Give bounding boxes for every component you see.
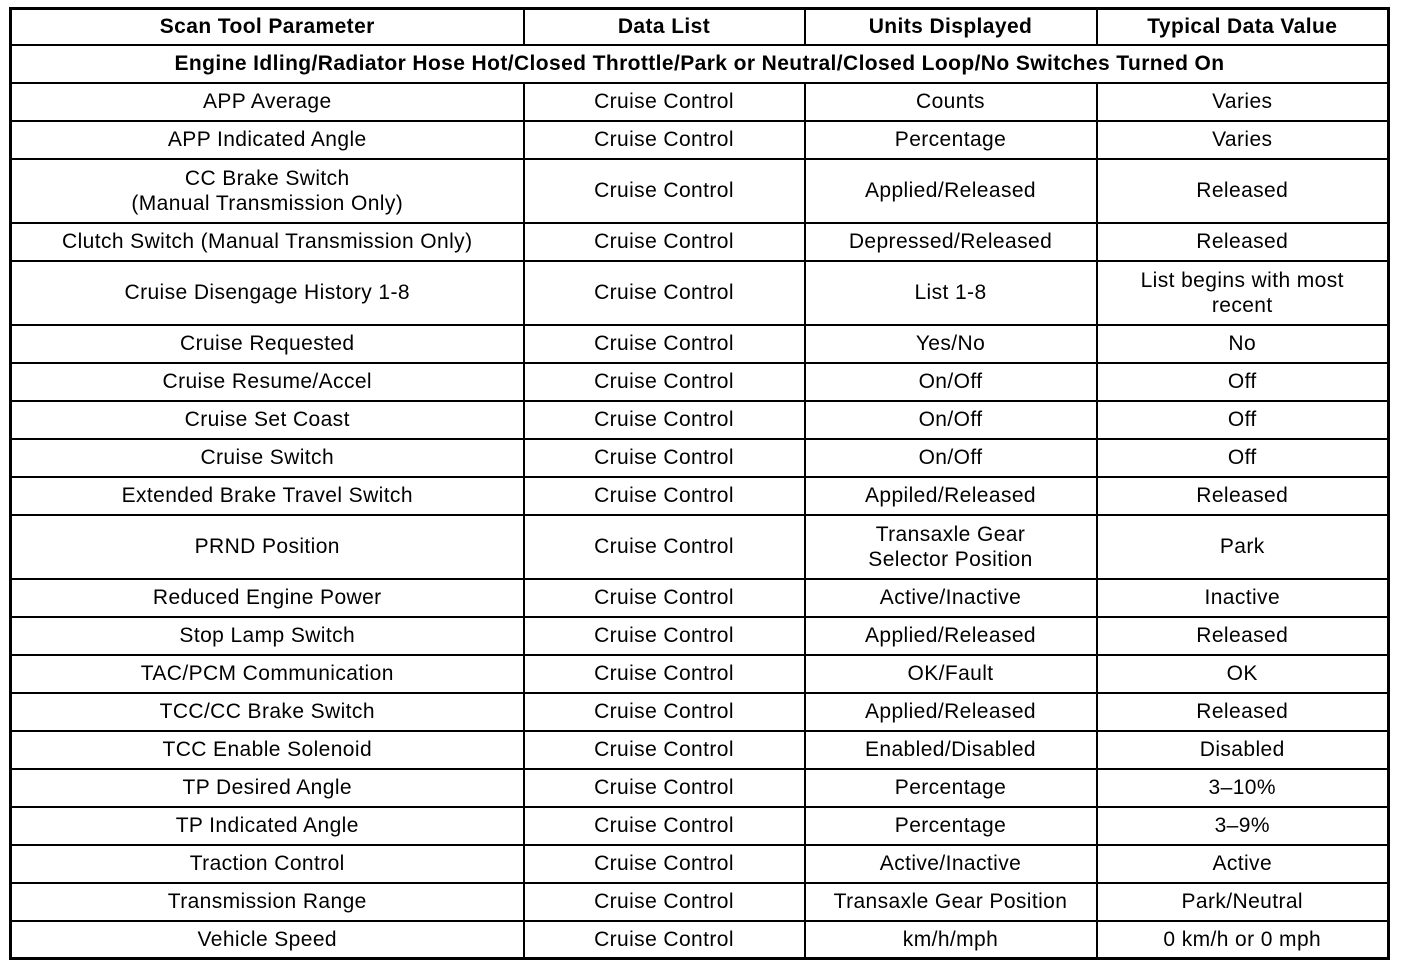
cell-parameter: [11, 401, 524, 439]
header-data-list: Data List: [524, 9, 805, 45]
cell-typical-value: [1097, 325, 1389, 363]
cell-units-line: Yes/No: [915, 332, 986, 355]
table-row: [11, 477, 1389, 515]
cell-typical-value: [1097, 807, 1389, 845]
cell-typical-value-line: recent: [1211, 293, 1273, 317]
table-row: [11, 655, 1389, 693]
cell-typical-value: [1097, 515, 1389, 579]
cell-typical-value: [1097, 693, 1389, 731]
cell-parameter-line: TCC Enable Solenoid: [162, 738, 373, 761]
cell-data-list: Cruise Control: [524, 121, 805, 159]
cell-typical-value: [1097, 477, 1389, 515]
table-row: [11, 261, 1389, 325]
cell-units-line: On/Off: [918, 446, 983, 469]
cell-parameter: [11, 159, 524, 223]
cell-typical-value: [1097, 579, 1389, 617]
table-row: [11, 921, 1389, 959]
cell-units-line: Transaxle Gear Position: [833, 890, 1068, 913]
cell-units-line: Counts: [916, 90, 985, 113]
cell-units: [805, 655, 1097, 693]
cell-units-line: Active/Inactive: [879, 852, 1022, 875]
cell-typical-value-line: Released: [1196, 700, 1289, 723]
cell-data-list: Cruise Control: [524, 845, 805, 883]
condition-row: [11, 45, 1389, 83]
cell-typical-value: [1097, 769, 1389, 807]
cell-units: [805, 579, 1097, 617]
cell-typical-value-line: Varies: [1212, 128, 1273, 151]
cell-data-list: Cruise Control: [524, 883, 805, 921]
cell-data-list: Cruise Control: [524, 515, 805, 579]
cell-data-list: Cruise Control: [524, 261, 805, 325]
cell-parameter: [11, 845, 524, 883]
cell-typical-value-line: Released: [1196, 484, 1289, 507]
cell-typical-value-line: Active: [1212, 852, 1273, 875]
cell-units-line: Selector Position: [868, 547, 1033, 571]
cell-parameter-line: CC Brake Switch: [184, 166, 350, 190]
table-row: [11, 769, 1389, 807]
cell-units-line: Applied/Released: [864, 624, 1037, 647]
table-header: [11, 9, 1389, 45]
cell-parameter-line: PRND Position: [194, 535, 340, 558]
header-scan-tool-parameter: Scan Tool Parameter: [11, 9, 524, 45]
cell-data-list: Cruise Control: [524, 921, 805, 959]
cell-typical-value-line: Varies: [1212, 90, 1273, 113]
table-row: [11, 363, 1389, 401]
table-row: [11, 83, 1389, 121]
cell-units-line: OK/Fault: [907, 662, 994, 685]
table-row: [11, 731, 1389, 769]
table-row: [11, 223, 1389, 261]
cell-parameter-line: Cruise Resume/Accel: [162, 370, 372, 393]
cell-units-line: List 1-8: [914, 281, 987, 304]
cell-parameter: [11, 655, 524, 693]
table-row: [11, 579, 1389, 617]
cell-units: [805, 477, 1097, 515]
cell-typical-value-line: List begins with most: [1140, 268, 1344, 292]
cell-units-line: Transaxle Gear: [875, 522, 1026, 546]
cell-typical-value: [1097, 401, 1389, 439]
cell-typical-value: [1097, 883, 1389, 921]
cell-data-list: Cruise Control: [524, 807, 805, 845]
cell-units: [805, 883, 1097, 921]
cell-units: [805, 223, 1097, 261]
cell-typical-value-line: Inactive: [1204, 586, 1281, 609]
cell-units-line: Active/Inactive: [879, 586, 1022, 609]
cell-parameter: [11, 731, 524, 769]
cell-data-list: Cruise Control: [524, 439, 805, 477]
cell-parameter: [11, 921, 524, 959]
cell-typical-value-line: Park: [1219, 535, 1265, 558]
cell-data-list: Cruise Control: [524, 325, 805, 363]
cell-parameter-line: TP Indicated Angle: [175, 814, 359, 837]
cell-typical-value-line: Disabled: [1199, 738, 1285, 761]
cell-data-list: Cruise Control: [524, 159, 805, 223]
cell-parameter: [11, 807, 524, 845]
cell-parameter: [11, 769, 524, 807]
cell-typical-value: [1097, 223, 1389, 261]
cell-data-list: Cruise Control: [524, 655, 805, 693]
cell-units: [805, 921, 1097, 959]
cell-data-list: Cruise Control: [524, 617, 805, 655]
cell-typical-value: [1097, 921, 1389, 959]
cell-data-list: Cruise Control: [524, 579, 805, 617]
cell-units: [805, 325, 1097, 363]
cell-parameter-line: Cruise Set Coast: [184, 408, 350, 431]
cell-data-list: Cruise Control: [524, 731, 805, 769]
cell-typical-value: [1097, 83, 1389, 121]
cell-data-list: Cruise Control: [524, 363, 805, 401]
cell-typical-value: [1097, 439, 1389, 477]
cell-units-line: Applied/Released: [864, 179, 1037, 202]
cell-parameter-line: APP Average: [202, 90, 332, 113]
cell-typical-value: [1097, 261, 1389, 325]
cell-typical-value-line: Park/Neutral: [1181, 890, 1303, 913]
table-row: [11, 883, 1389, 921]
cell-parameter: [11, 579, 524, 617]
table-row: [11, 693, 1389, 731]
cell-typical-value-line: 3–10%: [1208, 776, 1276, 799]
table-row: [11, 515, 1389, 579]
cell-parameter: [11, 693, 524, 731]
cell-parameter-line: Cruise Switch: [200, 446, 335, 469]
cell-typical-value: [1097, 159, 1389, 223]
cell-typical-value-line: Off: [1227, 408, 1257, 431]
cell-parameter-line: TAC/PCM Communication: [140, 662, 394, 685]
cell-typical-value: [1097, 121, 1389, 159]
cell-parameter-line: TP Desired Angle: [182, 776, 352, 799]
cell-typical-value-line: Off: [1227, 446, 1257, 469]
cell-parameter: [11, 883, 524, 921]
cell-units-line: Enabled/Disabled: [864, 738, 1037, 761]
table-row: [11, 159, 1389, 223]
cell-typical-value: [1097, 845, 1389, 883]
cell-parameter-line: Vehicle Speed: [197, 927, 337, 951]
cell-parameter-line: Cruise Requested: [180, 332, 355, 355]
cell-typical-value-line: 3–9%: [1214, 814, 1270, 837]
cell-parameter-line: Transmission Range: [167, 890, 367, 913]
cell-units: [805, 617, 1097, 655]
table-row: [11, 807, 1389, 845]
cell-typical-value-line: 0 km/h or 0 mph: [1163, 927, 1322, 951]
cell-parameter-line: Extended Brake Travel Switch: [121, 484, 413, 507]
cell-parameter: [11, 477, 524, 515]
cell-parameter: [11, 223, 524, 261]
cell-units-line: Percentage: [894, 128, 1007, 151]
cell-typical-value: [1097, 363, 1389, 401]
cell-units-line: Percentage: [894, 776, 1007, 799]
cell-parameter: [11, 439, 524, 477]
table-row: [11, 845, 1389, 883]
table-body: [11, 45, 1389, 959]
cell-units: [805, 261, 1097, 325]
table-row: [11, 401, 1389, 439]
header-units-displayed: Units Displayed: [805, 9, 1097, 45]
cell-parameter: [11, 261, 524, 325]
cell-data-list: Cruise Control: [524, 83, 805, 121]
cell-parameter: [11, 515, 524, 579]
cell-units-line: Depressed/Released: [848, 230, 1053, 253]
cell-data-list: Cruise Control: [524, 223, 805, 261]
cell-units-line: Applied/Released: [864, 700, 1037, 723]
cell-units: [805, 693, 1097, 731]
header-row: [11, 9, 1389, 45]
cell-units: [805, 439, 1097, 477]
table-row: [11, 439, 1389, 477]
cell-units-line: Percentage: [894, 814, 1007, 837]
cell-parameter-line: Traction Control: [189, 852, 345, 875]
cell-data-list: Cruise Control: [524, 769, 805, 807]
cell-units: [805, 121, 1097, 159]
table-row: [11, 121, 1389, 159]
cell-units: [805, 515, 1097, 579]
cell-units: [805, 159, 1097, 223]
cell-parameter-line: Cruise Disengage History 1-8: [124, 281, 410, 304]
cell-data-list: Cruise Control: [524, 693, 805, 731]
cell-parameter: [11, 363, 524, 401]
cell-data-list: Cruise Control: [524, 477, 805, 515]
cell-units-line: Appiled/Released: [864, 484, 1037, 507]
cell-typical-value-line: Released: [1196, 230, 1289, 253]
cell-units-line: On/Off: [918, 408, 983, 431]
cell-units: [805, 845, 1097, 883]
cell-typical-value-line: OK: [1226, 662, 1258, 685]
cell-parameter: [11, 325, 524, 363]
cell-parameter-line: APP Indicated Angle: [167, 128, 367, 151]
cell-parameter-line: TCC/CC Brake Switch: [159, 700, 375, 723]
cell-units: [805, 807, 1097, 845]
cell-units: [805, 401, 1097, 439]
cell-typical-value: [1097, 731, 1389, 769]
cell-data-list: Cruise Control: [524, 401, 805, 439]
table-row: [11, 617, 1389, 655]
cell-units: [805, 363, 1097, 401]
cell-parameter: [11, 121, 524, 159]
cell-units: [805, 83, 1097, 121]
cell-parameter-line: Clutch Switch (Manual Transmission Only): [62, 230, 473, 253]
cell-units: [805, 769, 1097, 807]
header-typical-data-value: Typical Data Value: [1097, 9, 1389, 45]
cell-units-line: On/Off: [918, 370, 983, 393]
cell-units: [805, 731, 1097, 769]
cell-typical-value: [1097, 617, 1389, 655]
cell-typical-value-line: Off: [1227, 370, 1257, 393]
cell-parameter-line: Reduced Engine Power: [152, 586, 382, 609]
operating-condition: Engine Idling/Radiator Hose Hot/Closed Throttle/Park or Neutral/Closed Loop/No Switches Turned On: [11, 45, 1389, 83]
cell-parameter: [11, 617, 524, 655]
scan-tool-data-table: [9, 7, 1390, 960]
cell-typical-value-line: Released: [1196, 624, 1289, 647]
cell-units-line: km/h/mph: [902, 927, 999, 951]
table-row: [11, 325, 1389, 363]
cell-typical-value-line: No: [1228, 332, 1257, 355]
cell-typical-value: [1097, 655, 1389, 693]
cell-parameter: [11, 83, 524, 121]
cell-typical-value-line: Released: [1196, 179, 1289, 202]
cell-parameter-line: Stop Lamp Switch: [179, 624, 356, 647]
cell-parameter-line: (Manual Transmission Only): [131, 191, 404, 215]
